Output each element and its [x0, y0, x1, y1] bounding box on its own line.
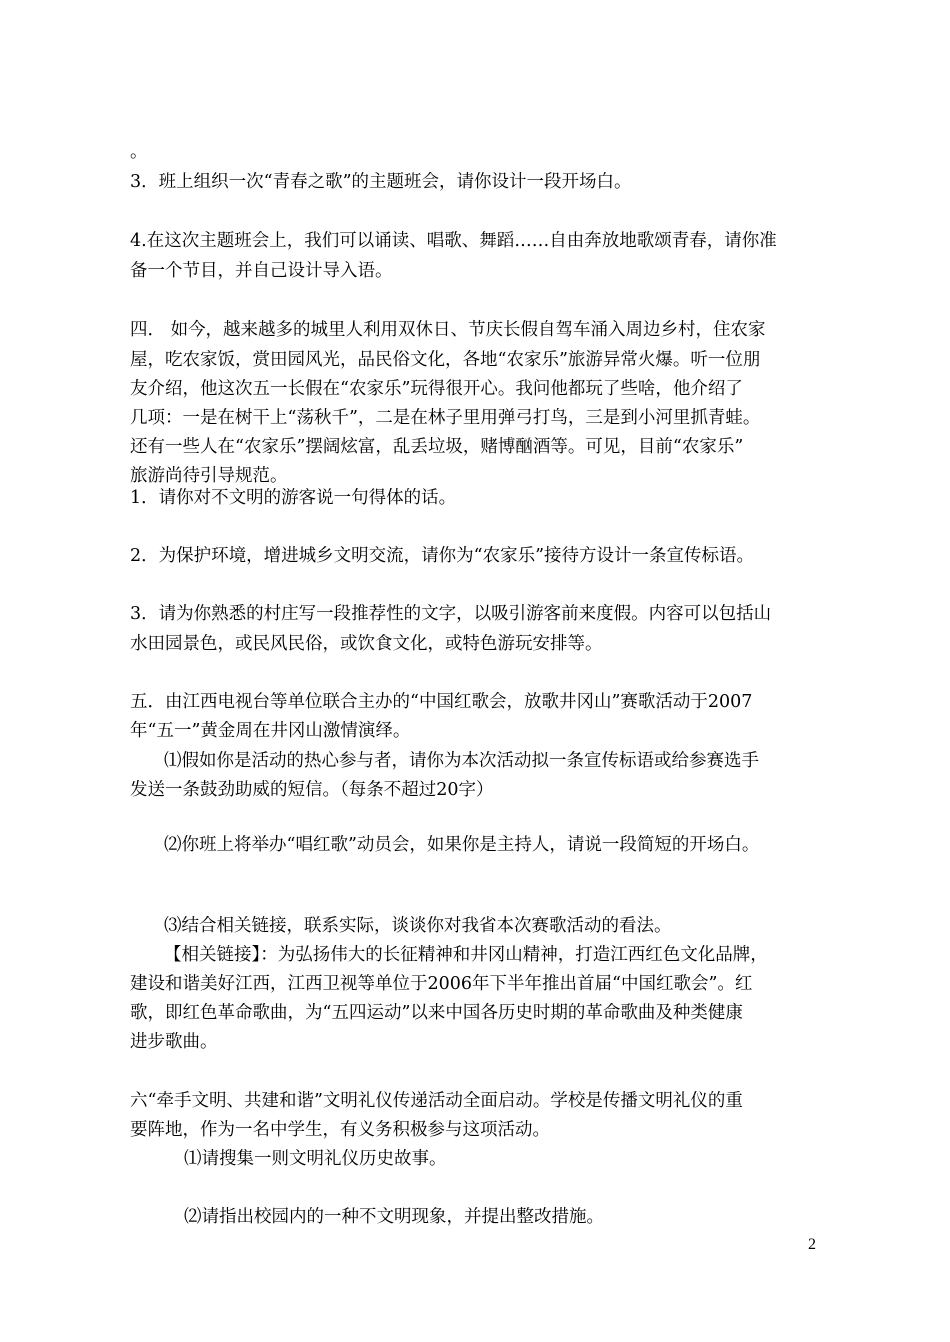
- section-4-line: 友介绍，他这次五一长假在“农家乐”玩得很开心。我问他都玩了些啥，他介绍了: [130, 379, 743, 399]
- question-4-line: 备一个节目，并自己设计导入语。: [130, 261, 393, 281]
- section-4-line: 旅游尚待引导规范。: [130, 466, 288, 486]
- section-5-q1-line: ⑴假如你是活动的热心参与者，请你为本次活动拟一条宣传标语或给参赛选手: [164, 751, 759, 771]
- text-line: 。: [130, 142, 148, 162]
- section-5-q2-line: ⑵你班上将举办“唱红歌”动员会，如果你是主持人，请说一段简短的开场白。: [164, 835, 760, 855]
- page-number: 2: [808, 1236, 816, 1253]
- section-6-line: 六“牵手文明、共建和谐”文明礼仪传递活动全面启动。学校是传播文明礼仪的重: [130, 1091, 743, 1111]
- section-6-q1-line: ⑴请搜集一则文明礼仪历史故事。: [184, 1149, 447, 1169]
- section-5-line: 年“五一”黄金周在井冈山激情演绎。: [130, 721, 411, 741]
- section-6-q2-line: ⑵请指出校园内的一种不文明现象，并提出整改措施。: [184, 1207, 604, 1227]
- section-5-q3-line: ⑶结合相关链接，联系实际，谈谈你对我省本次赛歌活动的看法。: [164, 916, 672, 936]
- section-4-q1-line: 1．请你对不文明的游客说一句得体的话。: [130, 488, 457, 508]
- section-4-q3-line: 3．请为你熟悉的村庄写一段推荐性的文字，以吸引游客前来度假。内容可以包括山: [130, 604, 772, 624]
- section-4-line: 几项：一是在树干上“荡秋千”，二是在林子里用弹弓打鸟，三是到小河里抓青蛙。: [130, 408, 761, 428]
- section-4-line: 四． 如今，越来越多的城里人利用双休日、节庆长假自驾车涌入周边乡村，住农家: [130, 320, 766, 340]
- section-4-q3-line: 水田园景色，或民风民俗，或饮食文化，或特色游玩安排等。: [130, 634, 603, 654]
- question-4-line: 4.在这次主题班会上，我们可以诵读、唱歌、舞蹈……自由奔放地歌颂青春，请你准: [130, 231, 777, 251]
- section-4-line: 还有一些人在“农家乐”摆阔炫富，乱丢垃圾，赌博酗酒等。可见，目前“农家乐”: [130, 437, 744, 457]
- section-5-line: 五．由江西电视台等单位联合主办的“中国红歌会，放歌井冈山”赛歌活动于2007: [130, 692, 753, 712]
- related-link-line: 【相关链接】：为弘扬伟大的长征精神和井冈山精神，打造江西红色文化品牌，: [164, 945, 768, 965]
- section-4-line: 屋，吃农家饭，赏田园风光，品民俗文化，各地“农家乐”旅游异常火爆。听一位朋: [130, 350, 761, 370]
- related-link-line: 进步歌曲。: [130, 1032, 218, 1052]
- section-5-q1-line: 发送一条鼓劲助威的短信。（每条不超过20字）: [130, 780, 494, 800]
- section-4-q2-line: 2．为保护环境，增进城乡文明交流，请你为“农家乐”接待方设计一条宣传标语。: [130, 546, 755, 566]
- section-6-line: 要阵地，作为一名中学生，有义务积极参与这项活动。: [130, 1120, 550, 1140]
- related-link-line: 歌，即红色革命歌曲，为“五四运动”以来中国各历史时期的革命歌曲及种类健康: [130, 1003, 743, 1023]
- related-link-line: 建设和谐美好江西，江西卫视等单位于2006年下半年推出首届“中国红歌会”。红: [130, 974, 753, 994]
- question-3-line: 3．班上组织一次“青春之歌”的主题班会，请你设计一段开场白。: [130, 172, 632, 192]
